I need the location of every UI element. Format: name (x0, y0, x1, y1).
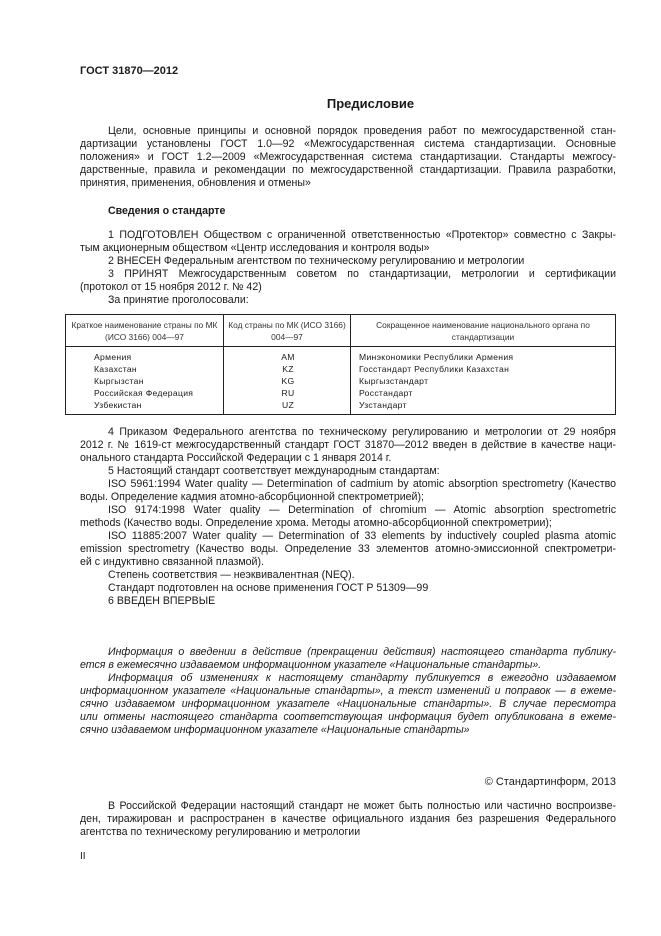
text-line: ISO 11885:2007 Water quality — Determination of 33 elements by inductively coupled plasma atomic (108, 530, 616, 542)
info-paragraph-2 (80, 672, 616, 737)
body-cell: Узстандарт (351, 399, 616, 415)
column-header-body: Сокращенное наименование национального органа по стандартизации (351, 315, 616, 347)
item-1-paragraph (80, 229, 616, 255)
text-line: ей с индуктивно связанной плазмой). (80, 556, 264, 568)
text-line: информационном указателе «Национальные стандарты», а текст изменений и поправок — в ежеме- (80, 685, 616, 697)
text-line: сячно издаваемом информационном указателе «Национальные стандарты». В случае пересмотра (80, 698, 616, 710)
table-row (66, 347, 616, 364)
text-line: 2 ВНЕСЕН Федеральным агентством по техническому регулированию и метрологии (108, 255, 525, 267)
text-line: emission spectrometry (Качество воды. Определение 33 элементов атомно-эмиссионной спектрометри- (80, 543, 616, 555)
body-cell: Госстандарт Республики Казахстан (351, 363, 616, 375)
info-paragraph-1 (80, 646, 616, 672)
code-cell: AM (224, 347, 351, 364)
text-line: 4 Приказом Федерального агентства по техническому регулированию и метрологии от 29 ноября (108, 426, 616, 438)
text-line: сячно издаваемом информационном указателе «Национальные стандарты» (80, 724, 470, 736)
text-line: 6 ВВЕДЕН ВПЕРВЫЕ (108, 595, 216, 607)
text-line: methods (Качество воды. Определение хрома. Методы атомно-абсорбционной спектрометрии); (80, 517, 552, 529)
country-cell: Казахстан (66, 363, 224, 375)
body-cell: Кыргызстандарт (351, 375, 616, 387)
code-cell: RU (224, 387, 351, 399)
text-line: 5 Настоящий стандарт соответствует международным стандартам: (108, 465, 440, 477)
text-line: 3 ПРИНЯТ Межгосударственным советом по стандартизации, метрологии и сертификации (108, 268, 616, 280)
text-line: Информация об изменениях к настоящему стандарту публикуется в ежегодно издаваемом (108, 672, 616, 684)
section-heading: Сведения о стандарте (108, 205, 226, 217)
document-header: ГОСТ 31870—2012 (80, 65, 179, 77)
text-line: В Российской Федерации настоящий стандарт не может быть полностью или частично воспроизве- (108, 800, 616, 812)
table-row (66, 387, 616, 399)
text-line: За принятие проголосовали: (108, 294, 249, 306)
country-cell: Армения (66, 347, 224, 364)
copyright: © Стандартинформ, 2013 (484, 776, 616, 788)
text-line: Степень соответствия — неэквивалентная (NEQ). (108, 569, 355, 581)
item-2-paragraph (80, 255, 616, 268)
text-line: принятия, применения, обновления и отмены» (80, 177, 311, 189)
text-line: ISO 9174:1998 Water quality — Determination of chromium — Atomic absorption spectrometric (108, 504, 616, 516)
page-number: II (80, 851, 86, 862)
text-line: 2012 г. № 1619-ст межгосударственный стандарт ГОСТ 31870—2012 введен в действие в качестве наци- (80, 439, 616, 451)
intro-paragraph (80, 125, 616, 190)
table-header-row (66, 315, 616, 347)
text-line: ется в ежемесячно издаваемом информационном указателе «Национальные стандарты». (80, 659, 542, 671)
code-cell: KG (224, 375, 351, 387)
text-line: Стандарт подготовлен на основе применения ГОСТ Р 51309—99 (108, 582, 429, 594)
text-line: 1 ПОДГОТОВЛЕН Обществом с ограниченной ответственностью «Протектор» совместно с Закры- (108, 229, 616, 241)
country-cell: Узбекистан (66, 399, 224, 415)
text-line: Цели, основные принципы и основной порядок проведения работ по межгосударственной стан- (108, 125, 616, 137)
country-cell: Российская Федерация (66, 387, 224, 399)
text-line: дартизации установлены ГОСТ 1.0—92 «Межгосударственная система стандартизации. Основные (80, 138, 616, 150)
text-line: воды. Определение кадмия атомно-абсорбционной спектрометрией); (80, 491, 424, 503)
iso-5961-paragraph (80, 478, 616, 504)
country-cell: Кыргызстан (66, 375, 224, 387)
code-cell: KZ (224, 363, 351, 375)
table-row (66, 399, 616, 415)
item-6-paragraph (80, 595, 616, 608)
legal-paragraph (80, 800, 616, 839)
table-row (66, 375, 616, 387)
iso-11885-paragraph (80, 530, 616, 569)
column-header-country: Краткое наименование страны по МК (ИСО 3166) 004—97 (66, 315, 224, 347)
page-title: Предисловие (326, 96, 415, 111)
conformity-paragraph (80, 569, 616, 582)
basis-paragraph (80, 582, 616, 595)
table-row (66, 363, 616, 375)
item-5-paragraph (80, 465, 616, 478)
text-line: Информация о введении в действие (прекращении действия) настоящего стандарта публику- (108, 646, 616, 658)
text-line: положения» и ГОСТ 1.2—2009 «Межгосударственная система стандартизации. Стандарты межгосу- (80, 151, 616, 163)
text-line: или отмены настоящего стандарта соответствующая информация будет опубликована в ежеме- (80, 711, 616, 723)
voting-intro (80, 294, 616, 307)
text-line: ISO 5961:1994 Water quality — Determination of cadmium by atomic absorption spectrometry (Качество (108, 478, 616, 490)
item-3-paragraph (80, 268, 616, 294)
text-line: дарственные, правила и рекомендации по межгосударственной стандартизации. Правила разработки, (80, 164, 616, 176)
column-header-code: Код страны по МК (ИСО 3166) 004—97 (224, 315, 351, 347)
text-line: онального стандарта Российской Федерации с 1 января 2014 г. (80, 452, 392, 464)
text-line: тым акционерным обществом «Центр исследования и контроля воды» (80, 242, 430, 254)
body-cell: Росстандарт (351, 387, 616, 399)
item-4-paragraph (80, 426, 616, 465)
code-cell: UZ (224, 399, 351, 415)
text-line: ден, тиражирован и распространен в качестве официального издания без разрешения Федерального (80, 813, 616, 825)
iso-9174-paragraph (80, 504, 616, 530)
voting-table (65, 314, 616, 415)
body-cell: Минэкономики Республики Армения (351, 347, 616, 364)
text-line: агентства по техническому регулированию и метрологии (80, 826, 361, 838)
text-line: (протокол от 15 ноября 2012 г. № 42) (80, 281, 262, 293)
